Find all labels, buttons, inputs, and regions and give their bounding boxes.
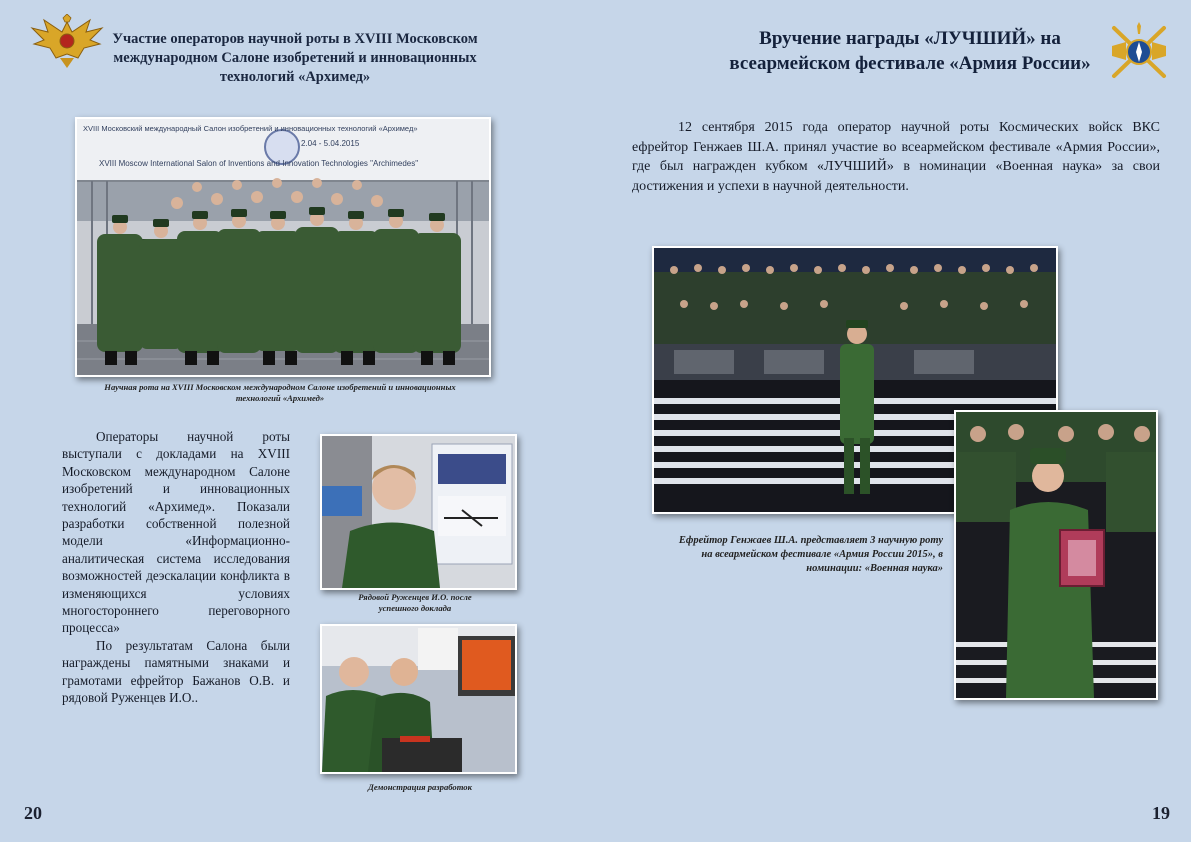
photo-demonstration-caption: Демонстрация разработок bbox=[368, 782, 472, 792]
right-page-title: Вручение награды «ЛУЧШИЙ» на всеармейском фестивале «Армия России» bbox=[729, 28, 1091, 74]
group-photo-caption: Научная рота на XVIII Московском международном Салоне изобретений и инновационных технологий «Архимед» bbox=[104, 382, 456, 403]
photo-ruzhentsev-caption: Рядовой Руженцев И.О. после успешного доклада bbox=[358, 592, 472, 613]
double-headed-eagle-emblem-icon bbox=[30, 14, 104, 70]
photo-demonstration bbox=[320, 624, 517, 774]
left-page-number: 20 bbox=[24, 803, 42, 823]
group-photo-archimedes bbox=[75, 117, 491, 377]
photo-award-cup bbox=[954, 410, 1158, 700]
space-forces-emblem-icon bbox=[1108, 22, 1170, 82]
left-paragraph-1: Операторы научной роты выступали с докладами на XVIII Московском международном Салоне изобретений и инновационных технологий «Архимед». Показали разработки собственной полезной модели «Информационно-аналитическая система исследования возможностей деэскалации конфликта в изменяющихся условиях многостороннего переговорного процесса» bbox=[62, 429, 290, 636]
banner-title-en: XVIII Moscow International Salon of Inventions and Innovation Technologies "Archimedes" bbox=[99, 159, 419, 168]
right-body-text bbox=[632, 118, 1160, 196]
banner-dates: 2.04 - 5.04.2015 bbox=[301, 139, 360, 148]
left-paragraph-2: По результатам Салона были награждены памятными знаками и грамотами ефрейтор Бажанов О.В. и рядовой Руженцев И.О.. bbox=[62, 637, 290, 706]
award-caption: Ефрейтор Генжаев Ш.А. представляет 3 научную роту на всеармейском фестивале «Армия России 2015», в номинации: «Военная наука» bbox=[678, 535, 943, 574]
right-paragraph: 12 сентября 2015 года оператор научной роты Космических войск ВКС ефрейтор Генжаев Ш.А. принял участие во всеармейском фестивале «Армия России», где был награжден кубком «ЛУЧШИЙ» в номинации «Военная наука» за свои достижения и успехи в научной деятельности. bbox=[632, 120, 1160, 194]
banner-title-ru: XVIII Московский международный Салон изобретений и инновационных технологий «Архимед» bbox=[83, 124, 418, 133]
right-page-number: 19 bbox=[1152, 803, 1170, 823]
left-body-text bbox=[62, 428, 290, 707]
left-page-title: Участие операторов научной роты в XVIII Московском международном Салоне изобретений и инновационных технологий «Архимед» bbox=[112, 31, 478, 85]
photo-ruzhentsev bbox=[320, 434, 517, 590]
